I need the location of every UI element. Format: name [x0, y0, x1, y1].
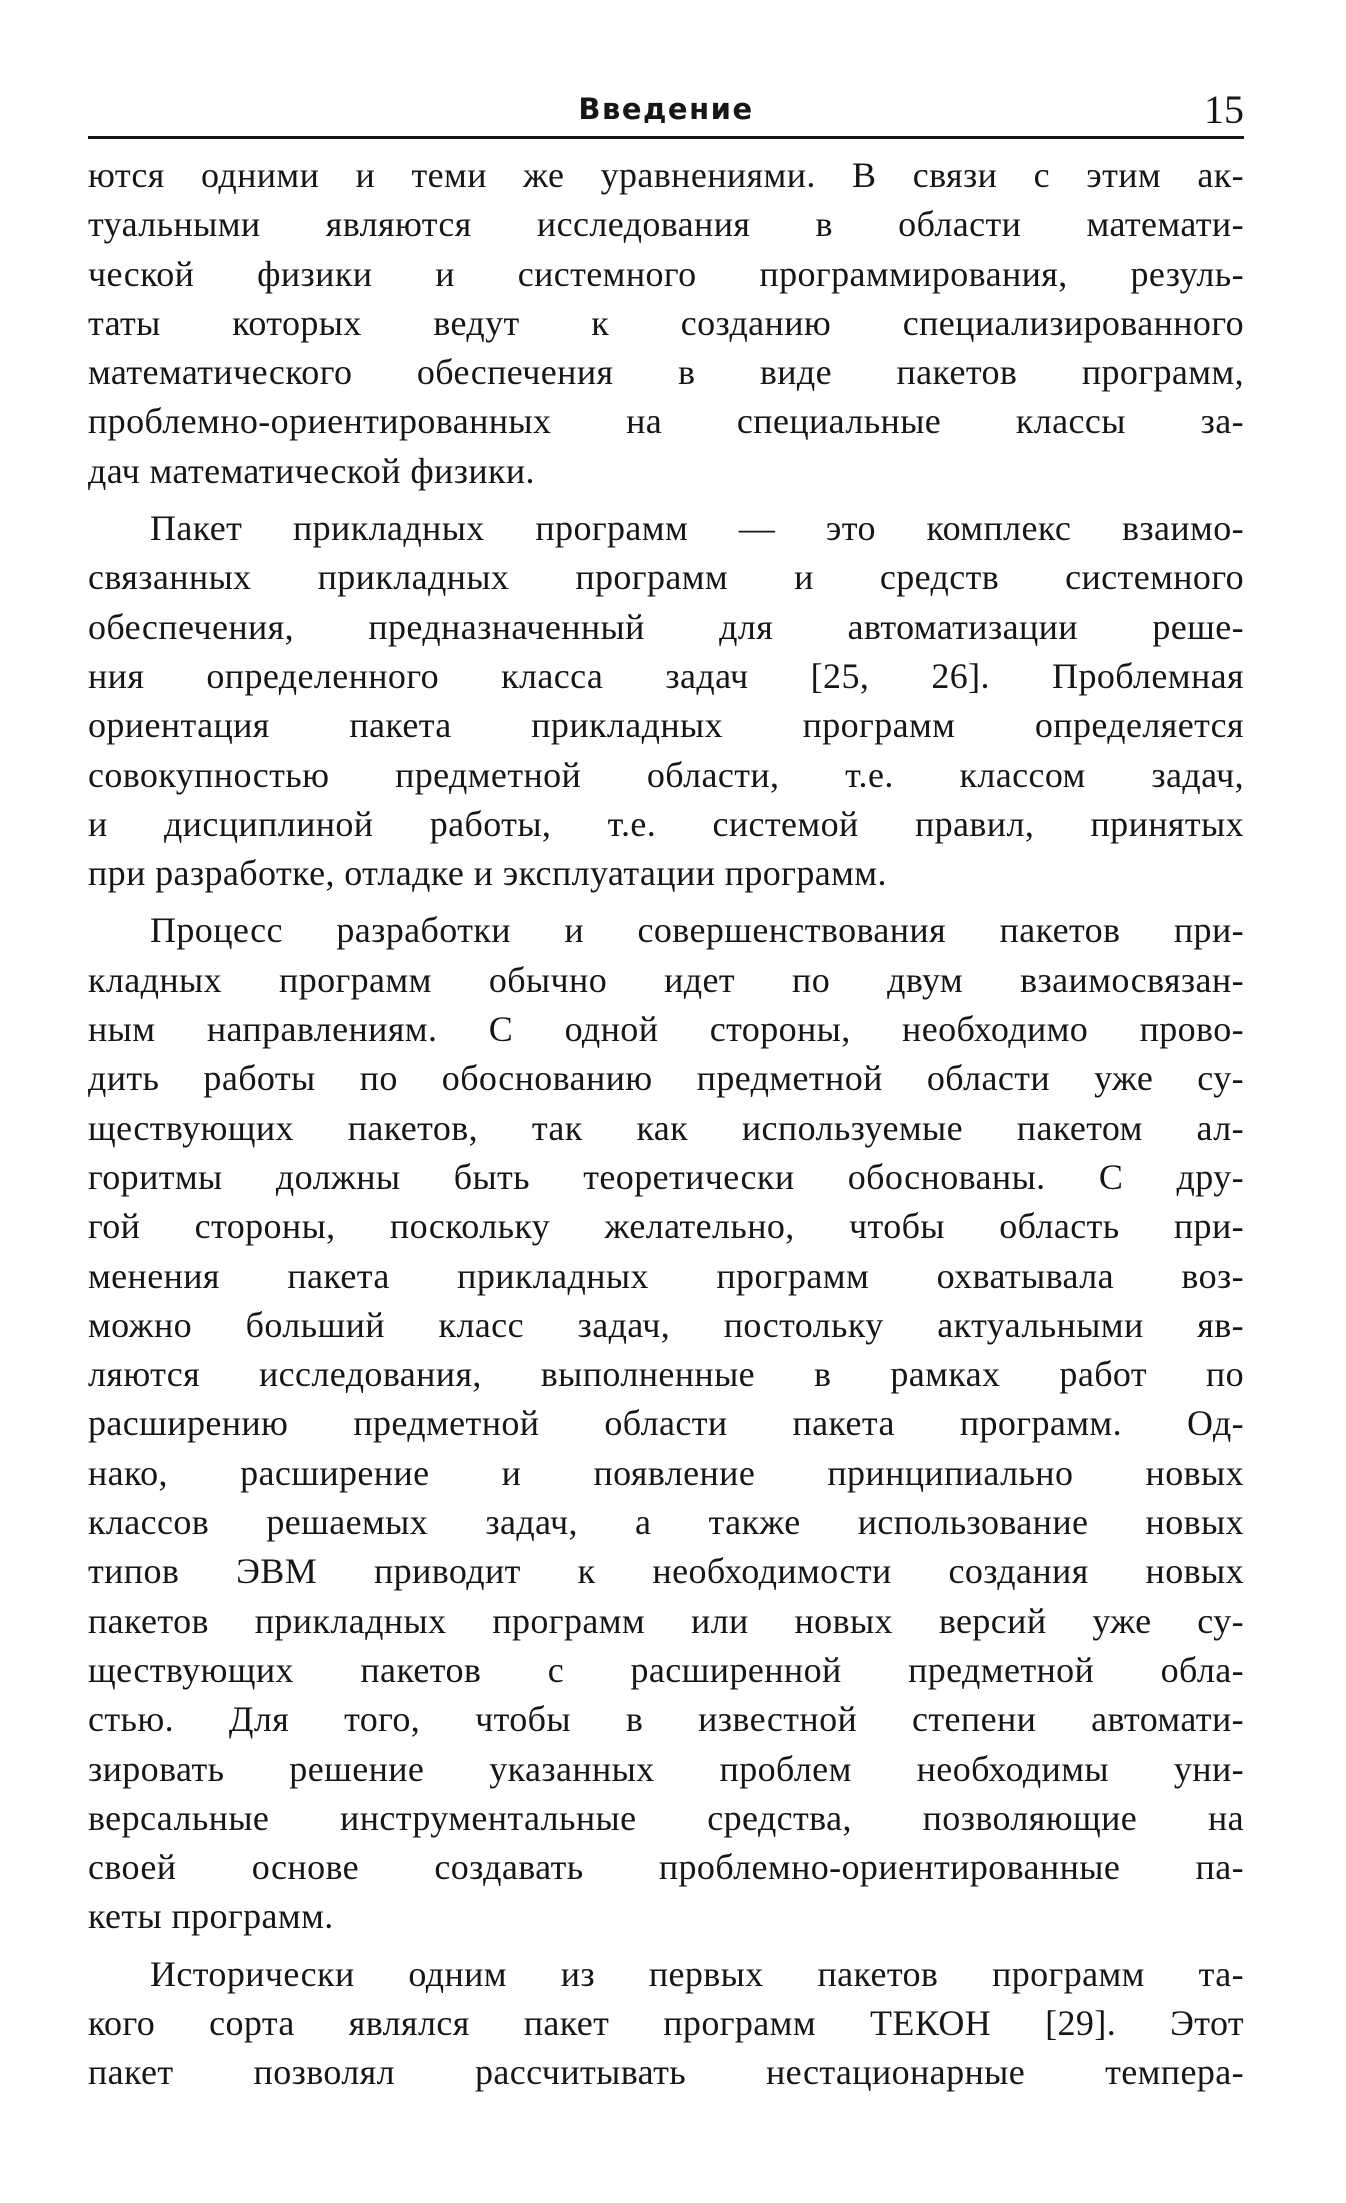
text-line: совокупностью предметной области, т.е. классом задач,	[88, 754, 1244, 795]
text-line: стью. Для того, чтобы в известной степени автомати-	[88, 1699, 1244, 1740]
text-line: кладных программ обычно идет по двум взаимосвязан-	[88, 959, 1244, 1000]
text-line: расширению предметной области пакета программ. Од-	[88, 1403, 1244, 1444]
text-line: типов ЭВМ приводит к необходимости создания новых	[88, 1551, 1244, 1592]
text-line: можно больший класс задач, постольку актуальными яв-	[88, 1304, 1244, 1345]
page-number: 15	[1204, 87, 1244, 132]
book-page	[88, 88, 1244, 2098]
paragraph-gap	[88, 496, 1244, 504]
text-line: Процесс разработки и совершенствования пакетов при-	[150, 910, 1244, 951]
text-line: дач математической физики.	[88, 450, 535, 491]
text-line: ществующих пакетов, так как используемые пакетом ал-	[88, 1107, 1244, 1148]
text-line: обеспечения, предназначенный для автоматизации реше-	[88, 606, 1244, 647]
text-line: пакетов прикладных программ или новых версий уже су-	[88, 1600, 1244, 1641]
text-line: ются одними и теми же уравнениями. В связи с этим ак-	[88, 155, 1244, 195]
text-line: зировать решение указанных проблем необходимы уни-	[88, 1748, 1244, 1789]
text-line: менения пакета прикладных программ охватывала воз-	[88, 1255, 1244, 1296]
text-line: пакет позволял рассчитывать нестационарные темпера-	[88, 2052, 1244, 2093]
text-line: ческой физики и системного программирования, резуль-	[88, 253, 1244, 294]
text-line: Пакет прикладных программ — это комплекс взаимо-	[150, 508, 1244, 549]
text-line: ным направлениям. С одной стороны, необходимо прово-	[88, 1009, 1244, 1050]
text-line: версальные инструментальные средства, позволяющие на	[88, 1797, 1244, 1838]
text-line: кого сорта являлся пакет программ ТЕКОН [29]. Этот	[88, 2002, 1244, 2043]
text-line: ществующих пакетов с расширенной предметной обла-	[88, 1649, 1244, 1690]
text-line: своей основе создавать проблемно-ориентированные па-	[88, 1847, 1244, 1888]
text-line: математического обеспечения в виде пакетов программ,	[88, 352, 1244, 393]
text-line: ориентация пакета прикладных программ определяется	[88, 705, 1244, 746]
text-line: связанных прикладных программ и средств системного	[88, 557, 1244, 598]
text-line: ляются исследования, выполненные в рамках работ по	[88, 1354, 1244, 1395]
text-line: ния определенного класса задач [25, 26]. Проблемная	[88, 655, 1244, 696]
body-text	[88, 151, 1244, 2098]
text-line: при разработке, отладке и эксплуатации программ.	[88, 853, 887, 894]
text-line: кеты программ.	[88, 1896, 334, 1937]
text-line: проблемно-ориентированных на специальные классы за-	[88, 401, 1244, 442]
paragraph-gap	[88, 1942, 1244, 1950]
running-head	[88, 88, 1244, 139]
text-line: нако, расширение и появление принципиально новых	[88, 1452, 1244, 1493]
text-line: Исторически одним из первых пакетов программ та-	[150, 1953, 1244, 1994]
text-line: классов решаемых задач, а также использование новых	[88, 1502, 1244, 1543]
text-line: дить работы по обоснованию предметной области уже су-	[88, 1058, 1244, 1099]
running-title: Введение	[578, 92, 754, 126]
text-line: гой стороны, поскольку желательно, чтобы область при-	[88, 1206, 1244, 1247]
text-line: таты которых ведут к созданию специализированного	[88, 302, 1244, 343]
text-line: и дисциплиной работы, т.е. системой правил, принятых	[88, 803, 1244, 844]
text-line: горитмы должны быть теоретически обоснованы. С дру-	[88, 1156, 1244, 1197]
text-line: туальными являются исследования в области математи-	[88, 204, 1244, 245]
paragraph-gap	[88, 898, 1244, 906]
